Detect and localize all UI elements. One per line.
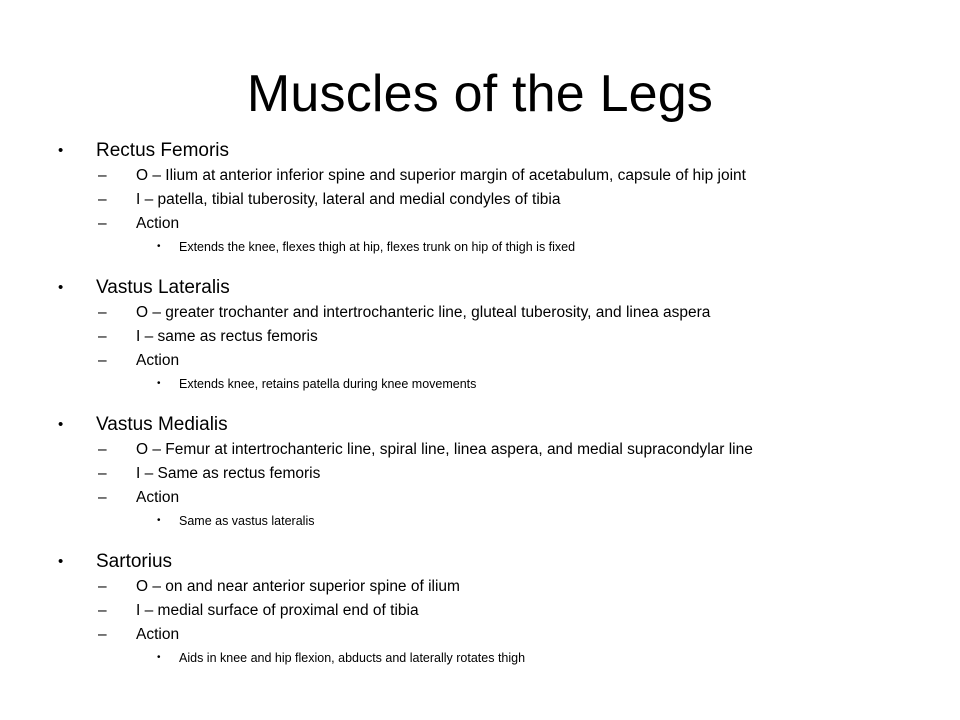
bullet-icon: •: [157, 241, 161, 252]
slide-title: Muscles of the Legs: [246, 65, 714, 123]
dash-icon: –: [98, 215, 107, 232]
muscle-heading: [58, 412, 938, 438]
origin-item: [58, 575, 938, 599]
dash-icon: –: [98, 602, 107, 619]
bullet-icon: •: [157, 652, 161, 663]
bullet-icon: •: [157, 515, 161, 526]
dash-icon: –: [98, 352, 107, 369]
action-detail-text: Extends knee, retains patella during knee movements: [179, 377, 477, 391]
bullet-list: [58, 138, 938, 686]
insertion-text: I – Same as rectus femoris: [136, 465, 321, 482]
action-item: [58, 349, 938, 373]
origin-text: O – on and near anterior superior spine of ilium: [136, 578, 460, 595]
bullet-icon: •: [58, 416, 64, 433]
dash-icon: –: [98, 626, 107, 643]
bullet-icon: •: [58, 142, 64, 159]
action-detail-item: [58, 510, 938, 532]
insertion-text: I – patella, tibial tuberosity, lateral and medial condyles of tibia: [136, 191, 561, 208]
action-item: [58, 486, 938, 510]
insertion-text: I – same as rectus femoris: [136, 328, 318, 345]
insertion-item: [58, 325, 938, 349]
bullet-icon: •: [58, 279, 64, 296]
insertion-item: [58, 599, 938, 623]
muscle-section-sartorius: [58, 549, 938, 669]
action-label: Action: [136, 489, 180, 506]
action-label: Action: [136, 626, 180, 643]
dash-icon: –: [98, 167, 107, 184]
origin-item: [58, 438, 938, 462]
dash-icon: –: [98, 191, 107, 208]
muscle-heading: [58, 549, 938, 575]
action-item: [58, 623, 938, 647]
bullet-icon: •: [58, 553, 64, 570]
action-detail-item: [58, 647, 938, 669]
muscle-name: Sartorius: [96, 551, 173, 572]
muscle-name: Rectus Femoris: [96, 140, 230, 161]
muscle-section-rectus-femoris: [58, 138, 938, 258]
dash-icon: –: [98, 465, 107, 482]
muscle-heading: [58, 138, 938, 164]
action-detail-item: [58, 373, 938, 395]
dash-icon: –: [98, 328, 107, 345]
origin-item: [58, 301, 938, 325]
muscle-section-vastus-lateralis: [58, 275, 938, 395]
origin-item: [58, 164, 938, 188]
action-label: Action: [136, 352, 180, 369]
dash-icon: –: [98, 304, 107, 321]
insertion-item: [58, 462, 938, 486]
muscle-section-vastus-medialis: [58, 412, 938, 532]
dash-icon: –: [98, 441, 107, 458]
muscle-name: Vastus Medialis: [96, 414, 228, 435]
muscle-heading: [58, 275, 938, 301]
bullet-icon: •: [157, 378, 161, 389]
origin-text: O – Femur at intertrochanteric line, spiral line, linea aspera, and medial supracondylar line: [136, 441, 753, 458]
muscle-name: Vastus Lateralis: [96, 277, 230, 298]
action-detail-text: Extends the knee, flexes thigh at hip, flexes trunk on hip of thigh is fixed: [179, 240, 576, 254]
dash-icon: –: [98, 489, 107, 506]
dash-icon: –: [98, 578, 107, 595]
action-detail-item: [58, 236, 938, 258]
action-item: [58, 212, 938, 236]
origin-text: O – Ilium at anterior inferior spine and superior margin of acetabulum, capsule of hip joint: [136, 167, 746, 184]
action-detail-text: Aids in knee and hip flexion, abducts and laterally rotates thigh: [179, 651, 526, 665]
action-detail-text: Same as vastus lateralis: [179, 514, 315, 528]
origin-text: O – greater trochanter and intertrochanteric line, gluteal tuberosity, and linea aspera: [136, 304, 711, 321]
action-label: Action: [136, 215, 180, 232]
insertion-item: [58, 188, 938, 212]
insertion-text: I – medial surface of proximal end of tibia: [136, 602, 419, 619]
